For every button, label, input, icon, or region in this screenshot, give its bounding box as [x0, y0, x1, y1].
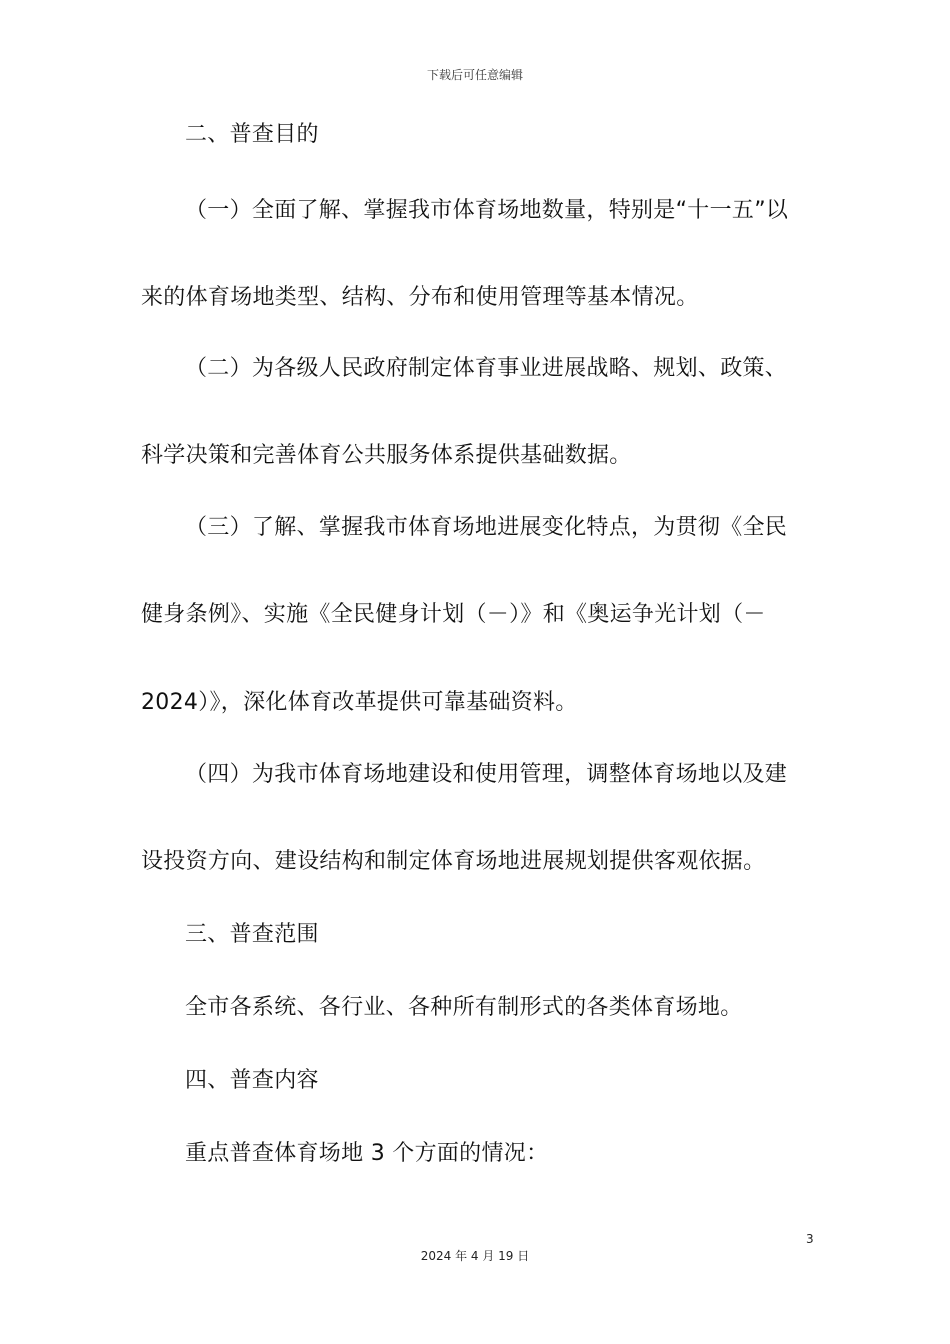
paragraph-line: （三）了解、掌握我市体育场地进展变化特点，为贯彻《全民 [185, 515, 788, 540]
section-heading-purpose: 二、普查目的 [185, 122, 319, 147]
paragraph-line: （一）全面了解、掌握我市体育场地数量，特别是“十一五”以 [185, 198, 789, 223]
paragraph-line: 重点普查体育场地 3 个方面的情况： [185, 1141, 549, 1166]
section-heading-scope: 三、普查范围 [185, 922, 319, 947]
paragraph-line: （四）为我市体育场地建设和使用管理，调整体育场地以及建 [185, 762, 788, 787]
page-number: 3 [806, 1232, 814, 1246]
paragraph-line: 2024）》，深化体育改革提供可靠基础资料。 [141, 690, 578, 715]
section-heading-content: 四、普查内容 [185, 1068, 319, 1093]
paragraph-line: 设投资方向、建设结构和制定体育场地进展规划提供客观依据。 [141, 849, 766, 874]
footer-date: 2024 年 4 月 19 日 [420, 1249, 530, 1263]
paragraph-line: 全市各系统、各行业、各种所有制形式的各类体育场地。 [185, 995, 743, 1020]
paragraph-line: 科学决策和完善体育公共服务体系提供基础数据。 [141, 443, 632, 468]
page-header: 下载后可任意编辑 [426, 68, 523, 82]
paragraph-line: 来的体育场地类型、结构、分布和使用管理等基本情况。 [141, 285, 699, 310]
paragraph-line: （二）为各级人民政府制定体育事业进展战略、规划、政策、 [185, 356, 788, 381]
paragraph-line: 健身条例》、实施《全民健身计划（－）》和《奥运争光计划（－ [141, 602, 766, 627]
